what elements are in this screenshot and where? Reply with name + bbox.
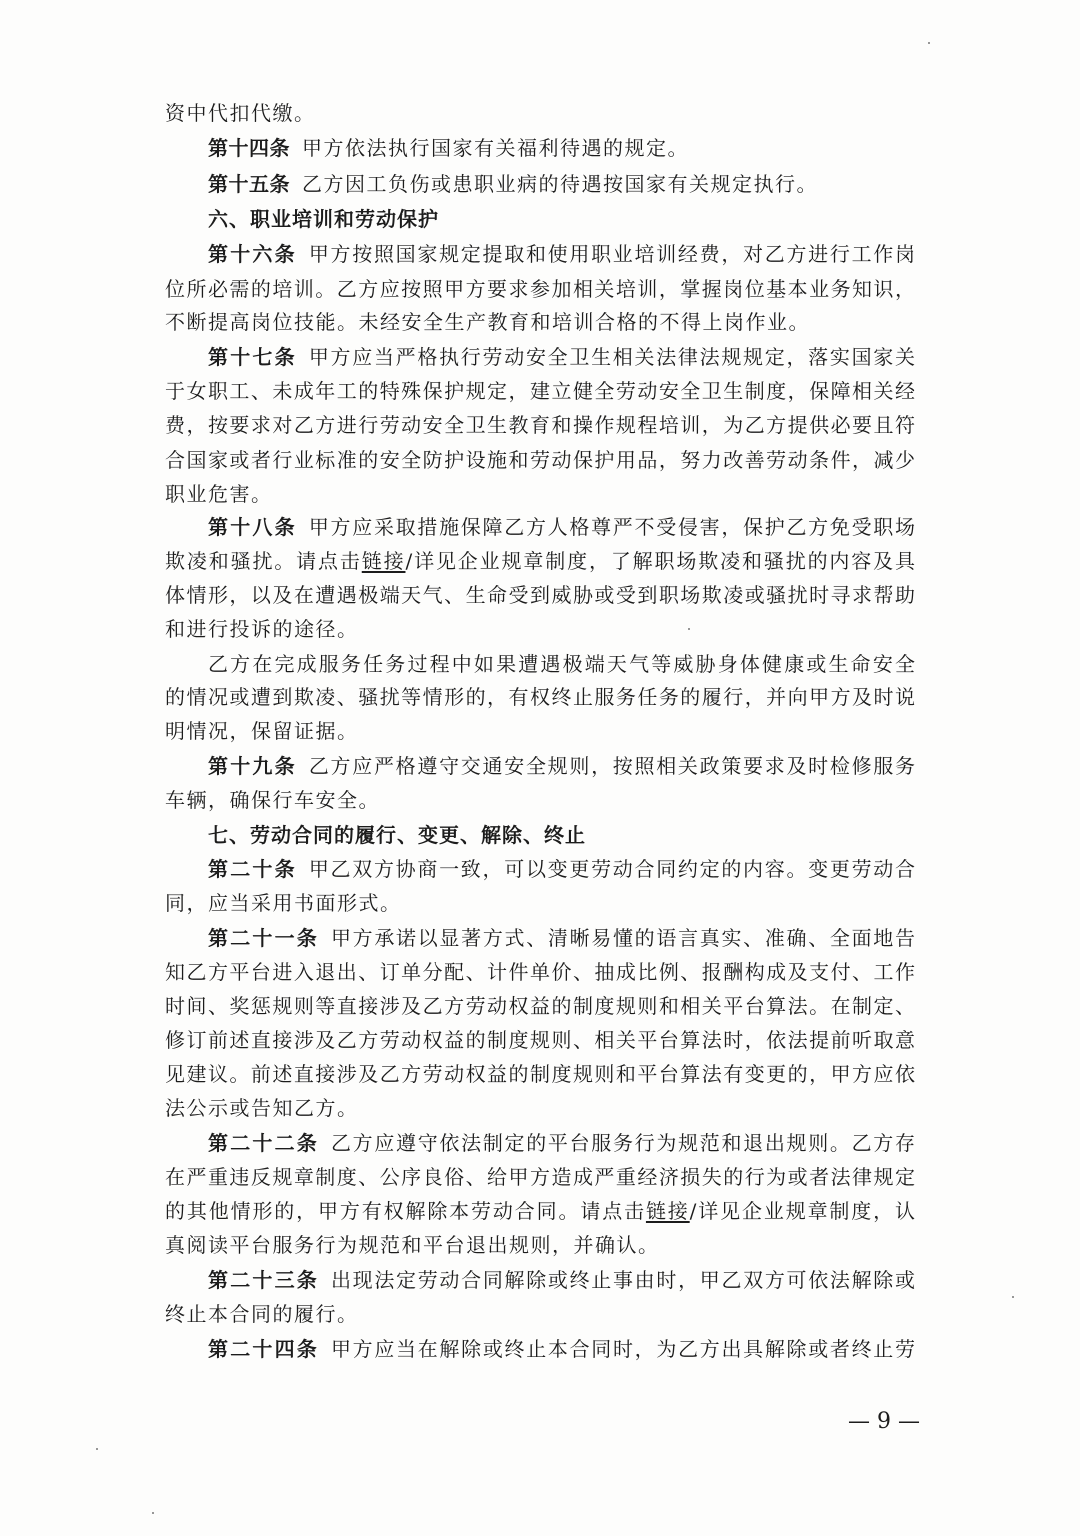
article-text: 甲方承诺以显著方式、清晰易懂的语言真实、准确、全面地告 <box>330 926 916 950</box>
text-line: 在严重违反规章制度、公序良俗、给甲方造成严重经济损失的行为或者法律规定 <box>165 1165 915 1189</box>
text-line: 知乙方平台进入退出、订单分配、计件单价、抽成比例、报酬构成及支付、工作 <box>165 960 915 984</box>
text-segment: 的其他情形的，甲方有权解除本劳动合同。请点击 <box>165 1199 646 1223</box>
article-text: 乙方应严格遵守交通安全规则，按照相关政策要求及时检修服务 <box>308 754 916 778</box>
text-line: 法公示或告知乙方。 <box>165 1096 359 1120</box>
article-label: 第十七条 <box>208 345 297 369</box>
text-line: 合国家或者行业标准的安全防护设施和劳动保护用品，努力改善劳动条件，减少 <box>165 448 915 472</box>
text-line <box>208 1266 915 1294</box>
text-line: 终止本合同的履行。 <box>165 1302 359 1326</box>
text-line: 体情形，以及在遭遇极端天气、生命受到威胁或受到职场欺凌或骚扰时寻求帮助 <box>165 583 915 607</box>
text-line <box>208 343 915 371</box>
scan-speck <box>96 1448 98 1450</box>
page-number: — 9 — <box>848 1409 920 1434</box>
text-line: 见建议。前述直接涉及乙方劳动权益的制度规则和平台算法有变更的，甲方应依 <box>165 1062 915 1086</box>
text-line <box>208 1335 915 1363</box>
scan-speck <box>152 1512 154 1514</box>
article-label: 第二十四条 <box>208 1337 319 1361</box>
text-line <box>208 855 915 883</box>
article-label: 第二十条 <box>208 857 297 881</box>
text-segment: 欺凌和骚扰。请点击 <box>165 549 362 573</box>
scan-speck <box>928 42 930 44</box>
text-line: 车辆，确保行车安全。 <box>165 788 380 812</box>
section-heading: 六、职业培训和劳动保护 <box>208 207 439 231</box>
article-label: 第十四条 <box>208 136 290 160</box>
text-line: 时间、奖惩规则等直接涉及乙方劳动权益的制度规则和相关平台算法。在制定、 <box>165 994 915 1018</box>
text-line <box>208 513 915 541</box>
text-line: 乙方在完成服务任务过程中如果遭遇极端天气等威胁身体健康或生命安全 <box>208 652 915 676</box>
text-line <box>208 1129 915 1157</box>
article-text: 出现法定劳动合同解除或终止事由时，甲乙双方可依法解除或 <box>330 1268 916 1292</box>
article-text: 乙方因工负伤或患职业病的待遇按国家有关规定执行。 <box>302 172 818 196</box>
text-line <box>208 170 915 198</box>
regulations-link[interactable]: 链接 <box>361 549 406 573</box>
article-label: 第二十一条 <box>208 926 319 950</box>
article-label: 第二十三条 <box>208 1268 319 1292</box>
text-line <box>208 240 915 268</box>
text-line: 不断提高岗位技能。未经安全生产教育和培训合格的不得上岗作业。 <box>165 310 810 334</box>
regulations-link[interactable]: 链接 <box>645 1199 690 1223</box>
article-label: 第十八条 <box>208 515 297 539</box>
scan-speck <box>688 628 690 630</box>
article-text: 甲乙双方协商一致，可以变更劳动合同约定的内容。变更劳动合 <box>308 857 916 881</box>
article-label: 第十九条 <box>208 754 297 778</box>
article-text: 甲方应采取措施保障乙方人格尊严不受侵害，保护乙方免受职场 <box>308 515 916 539</box>
article-text: 甲方应当严格执行劳动安全卫生相关法律法规规定，落实国家关 <box>308 345 916 369</box>
article-label: 第二十二条 <box>208 1131 319 1155</box>
text-line <box>165 1197 915 1225</box>
text-line: 和进行投诉的途径。 <box>165 617 359 641</box>
article-text: 甲方按照国家规定提取和使用职业培训经费，对乙方进行工作岗 <box>308 242 916 266</box>
text-segment: /详见企业规章制度，认 <box>689 1199 916 1223</box>
text-line: 的情况或遭到欺凌、骚扰等情形的，有权终止服务任务的履行，并向甲方及时说 <box>165 685 915 709</box>
article-text: 甲方依法执行国家有关福利待遇的规定。 <box>302 136 689 160</box>
text-line: 修订前述直接涉及乙方劳动权益的制度规则、相关平台算法时，依法提前听取意 <box>165 1028 915 1052</box>
text-line: 真阅读平台服务行为规范和平台退出规则，并确认。 <box>165 1233 660 1257</box>
section-heading: 七、劳动合同的履行、变更、解除、终止 <box>208 823 586 847</box>
text-line: 于女职工、未成年工的特殊保护规定，建立健全劳动安全卫生制度，保障相关经 <box>165 379 915 403</box>
text-line <box>208 134 915 162</box>
article-label: 第十五条 <box>208 172 290 196</box>
text-line <box>165 547 915 575</box>
text-segment: /详见企业规章制度，了解职场欺凌和骚扰的内容及具 <box>405 549 916 573</box>
article-label: 第十六条 <box>208 242 297 266</box>
article-text: 乙方应遵守依法制定的平台服务行为规范和退出规则。乙方存 <box>330 1131 916 1155</box>
text-line: 费，按要求对乙方进行劳动安全卫生教育和操作规程培训，为乙方提供必要且符 <box>165 413 915 437</box>
text-line <box>208 924 915 952</box>
text-line <box>208 752 915 780</box>
article-text: 甲方应当在解除或终止本合同时，为乙方出具解除或者终止劳 <box>330 1337 916 1361</box>
text-line: 同，应当采用书面形式。 <box>165 891 402 915</box>
text-line: 职业危害。 <box>165 482 273 506</box>
text-line: 明情况，保留证据。 <box>165 719 359 743</box>
scan-speck <box>1012 1296 1014 1298</box>
text-line: 资中代扣代缴。 <box>165 101 316 125</box>
text-line: 位所必需的培训。乙方应按照甲方要求参加相关培训，掌握岗位基本业务知识， <box>165 277 915 301</box>
